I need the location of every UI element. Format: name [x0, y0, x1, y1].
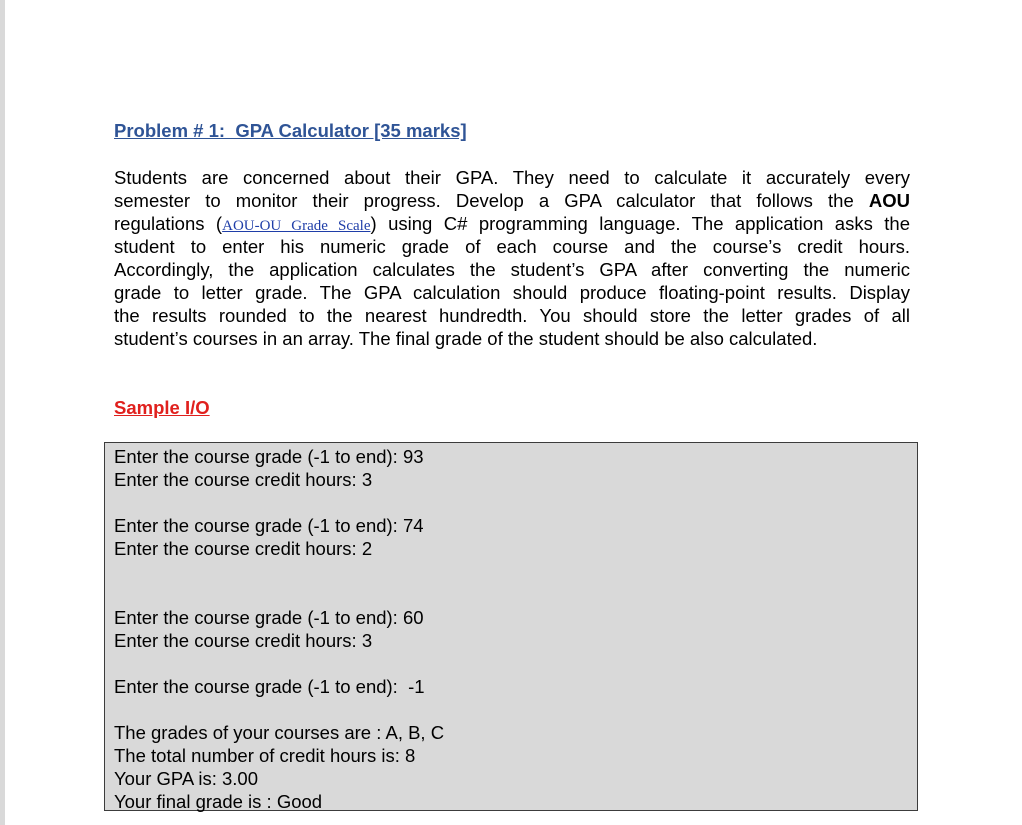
description-text: ) using C# programming language. The application asks the — [370, 213, 910, 234]
io-line: Enter the course grade (-1 to end): -1 — [114, 676, 425, 697]
grade-scale-link[interactable]: AOU-OU Grade Scale — [222, 218, 371, 234]
description-text: regulations ( — [114, 213, 223, 234]
sample-io-title: Sample I/O — [114, 397, 210, 418]
io-line: Enter the course credit hours: 3 — [114, 469, 373, 490]
description-line — [114, 212, 910, 235]
aou-emphasis: AOU — [868, 190, 910, 211]
description-line: grade to letter grade. The GPA calculation should produce floating-point results. Display — [114, 282, 910, 303]
sample-io-box — [104, 442, 918, 811]
description-line: Students are concerned about their GPA. They need to calculate it accurately every — [114, 167, 910, 188]
io-line: Enter the course credit hours: 3 — [114, 630, 373, 651]
io-line: Your GPA is: 3.00 — [114, 768, 258, 789]
page-left-border — [0, 0, 5, 825]
description-line: Accordingly, the application calculates the student’s GPA after converting the numeric — [114, 259, 910, 280]
description-line — [114, 189, 910, 212]
description-text: semester to monitor their progress. Develop a GPA calculator that follows the — [114, 190, 869, 211]
problem-description — [114, 166, 910, 350]
description-line: student’s courses in an array. The final grade of the student should be also calculated. — [114, 328, 818, 349]
io-line: Enter the course grade (-1 to end): 93 — [114, 446, 424, 467]
problem-heading: Problem # 1: GPA Calculator [35 marks] — [114, 120, 467, 141]
io-line: The total number of credit hours is: 8 — [114, 745, 416, 766]
io-line: The grades of your courses are : A, B, C — [114, 722, 445, 743]
description-line: the results rounded to the nearest hundredth. You should store the letter grades of all — [114, 305, 910, 326]
io-line: Your final grade is : Good — [114, 791, 323, 812]
io-line: Enter the course grade (-1 to end): 74 — [114, 515, 424, 536]
description-line: student to enter his numeric grade of each course and the course’s credit hours. — [114, 236, 910, 257]
io-line: Enter the course grade (-1 to end): 60 — [114, 607, 424, 628]
io-line: Enter the course credit hours: 2 — [114, 538, 373, 559]
